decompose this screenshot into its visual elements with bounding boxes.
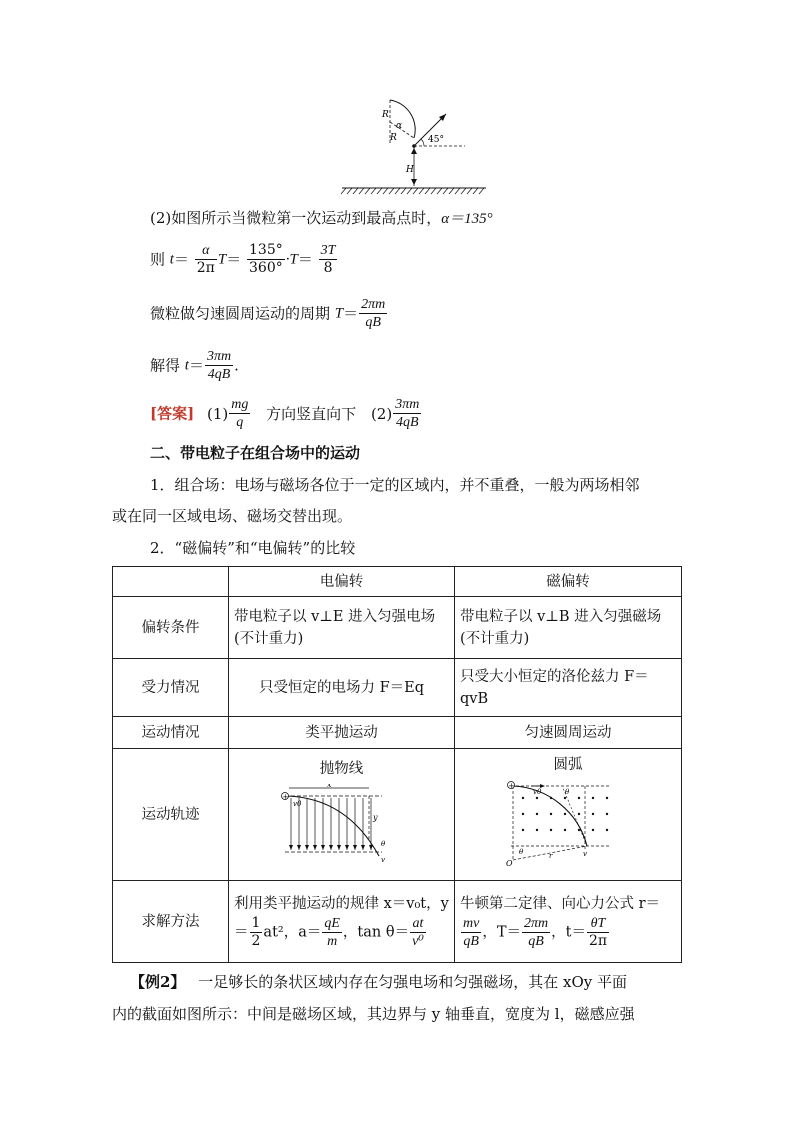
- fraction-qE-m: $\frac{qE}{m}$: [324, 916, 340, 949]
- answer-line: [150, 396, 422, 431]
- fraction-3pim-4qB: $\frac{3\pi m}{4qB}$: [206, 349, 232, 382]
- label-y: y: [372, 813, 378, 822]
- formula-t: ，t＝: [551, 924, 586, 941]
- section-heading: 二、带电粒子在组合场中的运动: [150, 444, 361, 462]
- plus-charge-icon: +: [508, 782, 515, 790]
- table-header-empty: [113, 567, 229, 597]
- answer-part-1: (1): [206, 404, 229, 423]
- example-tag: 【例2】: [130, 973, 186, 991]
- table-row: [113, 717, 682, 749]
- label-v: v: [583, 850, 587, 858]
- period-text: 微粒做匀速圆周运动的周期: [150, 304, 335, 323]
- fraction-alpha: $\frac{\alpha}{2\pi}$: [196, 243, 215, 276]
- answer-tag: [答案]: [150, 404, 195, 423]
- var-T: ·T: [285, 251, 298, 268]
- cell-magnetic-force: 只受大小恒定的洛伦兹力 F＝qvB: [455, 659, 682, 717]
- formula-tan: ，tan θ＝: [342, 924, 410, 941]
- eq-sign: ＝: [297, 250, 313, 269]
- table-header-electric: 电偏转: [229, 567, 455, 597]
- magnetic-method-line-2: [460, 915, 676, 950]
- fraction-at-v0: $\frac{at}{\text{v⁰}}$: [412, 916, 424, 949]
- eq-sign: ＝: [173, 250, 189, 269]
- label-R-mid: R: [390, 133, 397, 143]
- formula-at2: at²，a＝: [263, 924, 322, 941]
- eq-sign: ＝: [226, 250, 242, 269]
- eq-sign: ＝: [188, 356, 204, 375]
- example-text-1: 一足够长的条状区域内存在匀强电场和匀强磁场，其在 xOy 平面: [198, 973, 627, 991]
- prefix-then: 则: [150, 250, 170, 269]
- label-v0: v0: [292, 800, 301, 808]
- section-item-1b: 或在同一区域电场、磁场交替出现。: [112, 507, 353, 525]
- cell-electric-trajectory: [229, 749, 455, 881]
- period-mark: .: [234, 356, 239, 375]
- solution-line-1: [150, 208, 493, 229]
- example-line-2: 内的截面如图所示：中间是磁场区域，其边界与 y 轴垂直，宽度为 l，磁感应强: [112, 1005, 635, 1023]
- cell-magnetic-trajectory: [455, 749, 682, 881]
- eq-sign: ＝: [343, 304, 359, 323]
- section-item-1a: 1．组合场：电场与磁场各位于一定的区域内，并不重叠，一般为两场相邻: [150, 476, 640, 494]
- arc-label: 圆弧: [553, 757, 583, 773]
- table-row: [113, 881, 682, 963]
- electric-method-line-1: 利用类平抛运动的规律 x＝v₀t，y: [234, 896, 449, 912]
- solution-line-4: [150, 348, 239, 383]
- label-v0: v0: [533, 788, 542, 796]
- solution-text-1: (2)如图所示当微粒第一次运动到最高点时，: [150, 209, 442, 227]
- cell-magnetic-method: [455, 881, 682, 963]
- row-label-method: 求解方法: [113, 881, 229, 963]
- table-header-row: [113, 567, 682, 597]
- table-row: [113, 597, 682, 659]
- answer-direction: 方向竖直向下: [266, 404, 357, 423]
- formula-T: ，T＝: [482, 924, 521, 941]
- var-t: t: [184, 357, 189, 374]
- fraction-mg-q: $\frac{mg}{q}$: [231, 397, 249, 430]
- magnetic-method-line-1: 牛顿第二定律、向心力公式 r＝: [460, 896, 661, 912]
- fraction-mv-qB: $\frac{mv}{qB}$: [463, 916, 480, 949]
- trajectory-figure: [340, 92, 490, 202]
- solution-line-2: [150, 242, 338, 277]
- var-t: t: [169, 251, 174, 268]
- table-row: [113, 659, 682, 717]
- fraction-2pim-qB: $\frac{2\pi m}{qB}$: [361, 297, 386, 330]
- cell-electric-motion: 类平抛运动: [229, 717, 455, 749]
- cell-magnetic-condition: 带电粒子以 v⊥B 进入匀强磁场(不计重力): [455, 597, 682, 659]
- var-T: T: [217, 251, 227, 268]
- solve-text: 解得: [150, 356, 185, 375]
- label-H: H: [406, 165, 414, 175]
- parabola-label: 抛物线: [319, 761, 364, 777]
- fraction-3T-8: $\frac{3T}{8}$: [320, 243, 336, 276]
- fraction-half: $\frac{1}{2}$: [251, 915, 261, 949]
- label-45: 45°: [428, 135, 444, 145]
- label-alpha: α: [396, 121, 403, 131]
- cell-magnetic-motion: 匀速圆周运动: [455, 717, 682, 749]
- electric-method-line-2: [234, 915, 449, 950]
- var-T: T: [334, 305, 344, 322]
- table-row: [113, 749, 682, 881]
- label-r: r: [549, 852, 553, 860]
- cell-electric-force: 只受恒定的电场力 F＝Eq: [229, 659, 455, 717]
- label-v: v: [380, 856, 385, 864]
- comparison-table: [112, 566, 682, 963]
- row-label-force: 受力情况: [113, 659, 229, 717]
- row-label-trajectory: 运动轨迹: [113, 749, 229, 881]
- plus-charge-icon: +: [282, 793, 288, 801]
- row-label-motion: 运动情况: [113, 717, 229, 749]
- label-theta-bottom: θ: [519, 848, 524, 856]
- section-item-2: 2．“磁偏转”和“电偏转”的比较: [150, 539, 356, 557]
- fraction-answer-2: $\frac{3\pi m}{4qB}$: [395, 397, 420, 430]
- cell-electric-condition: 带电粒子以 v⊥E 进入匀强电场(不计重力): [229, 597, 455, 659]
- eq-sign: ＝: [234, 924, 249, 941]
- arc-figure: [503, 780, 633, 868]
- label-theta-top: θ: [565, 788, 570, 796]
- fraction-2pim-qB: $\frac{2\pi m}{qB}$: [524, 916, 549, 949]
- answer-part-2: (2): [370, 404, 393, 423]
- fraction-thetaT-2pi: $\frac{\theta T}{2\pi}$: [588, 916, 608, 949]
- solution-line-3: [150, 296, 388, 331]
- row-label-condition: 偏转条件: [113, 597, 229, 659]
- label-R-top: R: [382, 110, 389, 120]
- label-O: O: [506, 859, 513, 868]
- alpha-value: α＝135°: [441, 211, 493, 227]
- table-header-magnetic: 磁偏转: [455, 567, 682, 597]
- example-line-1: [130, 972, 627, 992]
- fraction-135-360: $\frac{135^\circ}{360^\circ}$: [249, 242, 283, 276]
- parabola-figure: [277, 784, 407, 864]
- cell-electric-method: [229, 881, 455, 963]
- label-x: x: [326, 784, 332, 789]
- label-theta: θ: [380, 840, 385, 848]
